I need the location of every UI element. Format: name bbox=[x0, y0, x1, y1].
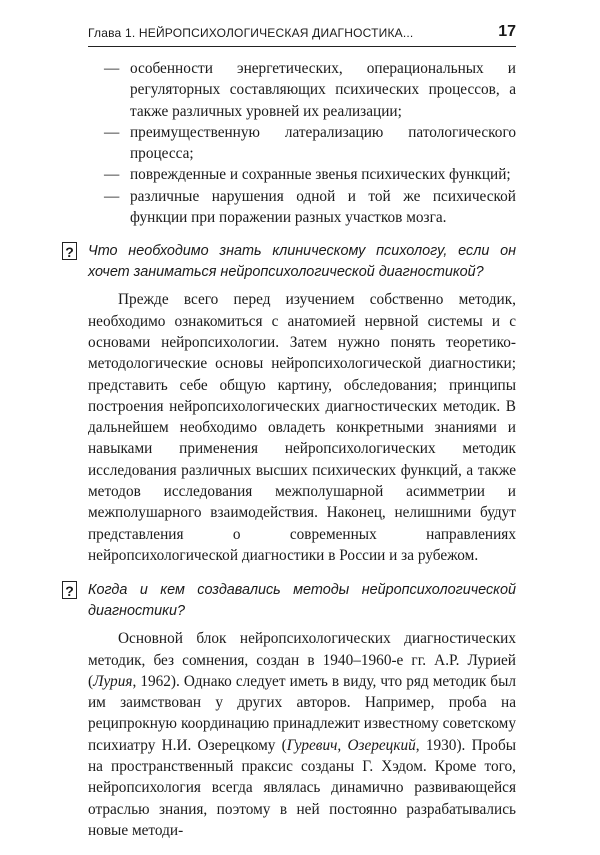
list-item: — преимущественную латерализацию патологического процесса; bbox=[104, 123, 516, 163]
citation-author: Лурия bbox=[93, 672, 133, 690]
bullet-list bbox=[88, 58, 516, 228]
dash-marker: — bbox=[104, 166, 120, 184]
dash-marker: — bbox=[104, 60, 120, 77]
running-header bbox=[88, 24, 516, 47]
answer-paragraph: Основной блок нейропсихологических диагностических методик, без сомнения, создан в 1940–1960-е гг. А.Р. Лурией (Лурия, 1962). Однако следует иметь в виду, что ряд методик был им заимствован у других авторов. Например, проба на реципрокную координацию принадлежит известному советскому психиатру Н.И. Озерецкому (Гуревич, Озерецкий, 1930). Пробы на пространственный праксис созданы Г. Хэдом. Кроме того, нейропсихология всегда являлась динамично развивающейся отраслью знания, поэтому в ней постоянно разрабатывались новые методи- bbox=[88, 630, 516, 839]
page-body bbox=[65, 58, 516, 855]
dash-marker: — bbox=[104, 187, 120, 205]
answer-paragraph: Прежде всего перед изучением собственно методик, необходимо ознакомиться с анатомией нервной системы и с основами нейропсихологии. Затем нужно понять теоретико-методологические основы нейропсихологической диагностики; представить себе общую картину, обследования; принципы построения нейропсихологических диагностических методик. В дальнейшем необходимо овладеть конкретными знаниями и навыками применения нейропсихологических методик исследования различных высших психических функций, а также методов исследования межполушарной асимметрии и межполушарного взаимодействия. Наконец, нелишними будут представления о современных направлениях нейропсихологической диагностики в России и за рубежом. bbox=[88, 291, 516, 564]
question-text: Что необходимо знать клиническому психологу, если он хочет заниматься нейропсихологической диагностикой? bbox=[88, 243, 516, 281]
question-mark-icon: ? bbox=[62, 242, 77, 260]
citation-author: Гуревич, Озерецкий bbox=[286, 736, 416, 754]
list-item: — различные нарушения одной и той же психической функции при поражении разных участков мозга. bbox=[104, 187, 516, 227]
chapter-title: Глава 1. НЕЙРОПСИХОЛОГИЧЕСКАЯ ДИАГНОСТИКА... bbox=[88, 26, 414, 40]
page-number: 17 bbox=[498, 23, 516, 40]
list-item: — поврежденные и сохранные звенья психических функций; bbox=[88, 164, 516, 185]
question-text: Когда и кем создавались методы нейропсихологической диагностики? bbox=[88, 582, 516, 620]
question-mark-icon: ? bbox=[62, 581, 77, 599]
list-item: — особенности энергетических, операциональных и регуляторных составляющих психических процессов, а также различных уровней их реализации; bbox=[104, 60, 516, 120]
dash-marker: — bbox=[104, 123, 120, 141]
question-heading bbox=[65, 580, 516, 622]
question-heading bbox=[65, 241, 516, 283]
